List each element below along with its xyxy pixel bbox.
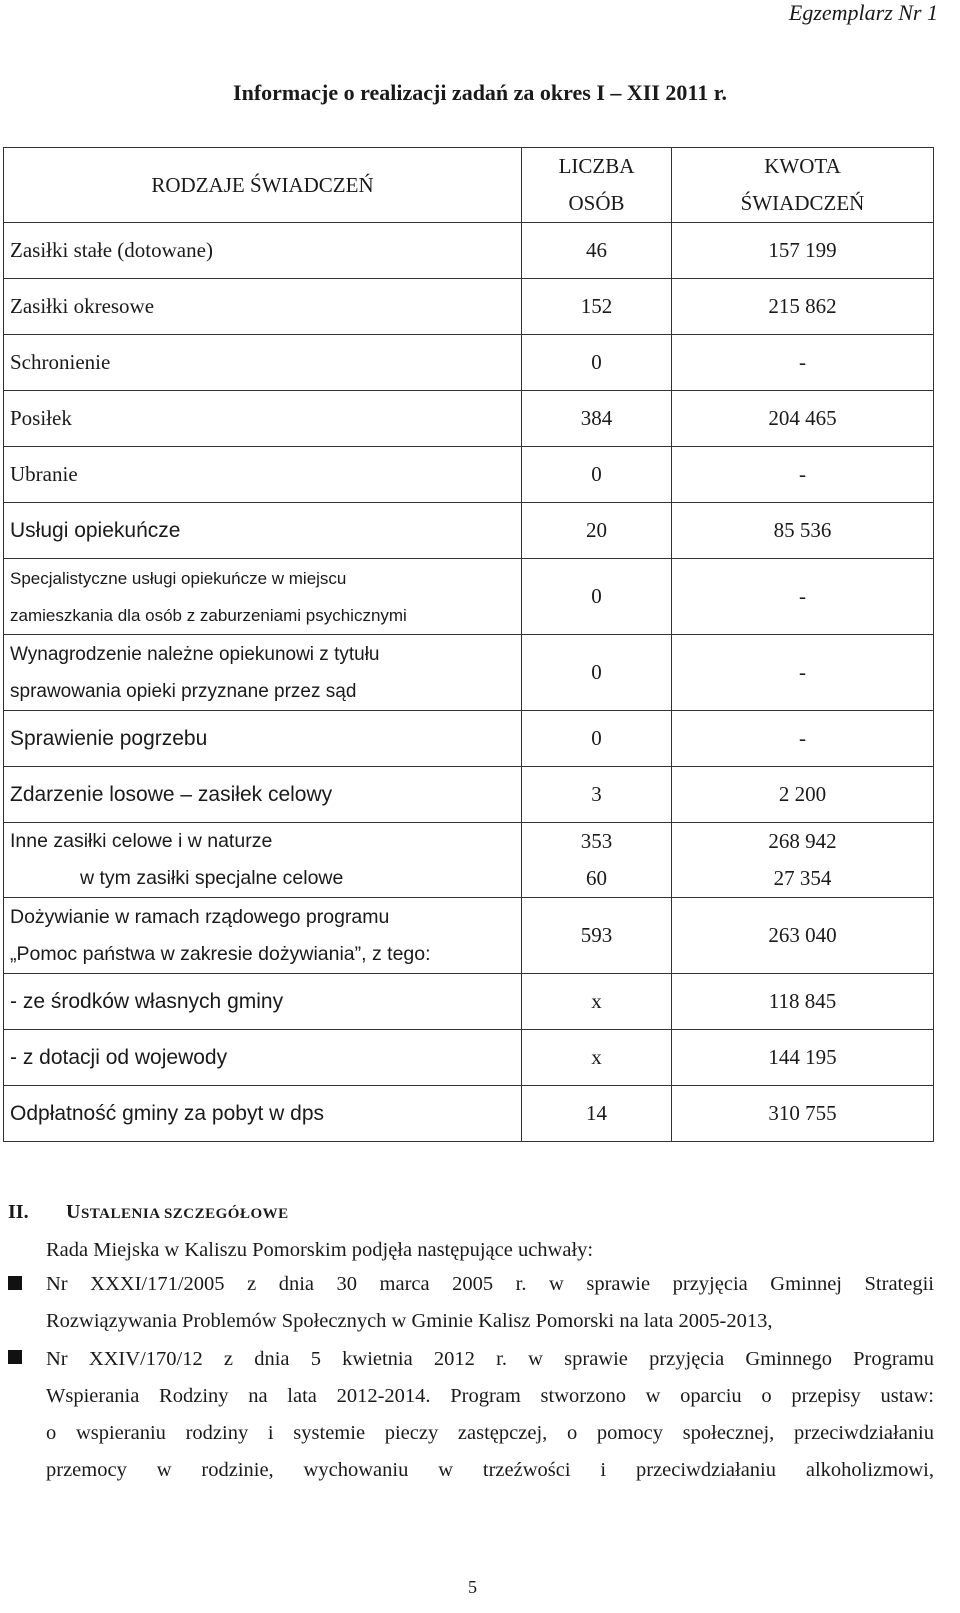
table-row [4, 823, 934, 898]
row-persons: 20 [522, 503, 672, 559]
row-amount: - [672, 559, 934, 635]
resolution-item: Nr XXXI/171/2005 z dnia 30 marca 2005 r. w sprawie przyjęcia Gminnej Strategii Rozwiązywania Problemów Społecznych w Gminie Kalisz Pomorski na lata 2005-2013, [46, 1273, 934, 1332]
row-persons: 0 [522, 559, 672, 635]
row-label: Dożywianie w ramach rządowego programu „Pomoc państwa w zakresie dożywiania”, z tego: [4, 898, 522, 974]
row-label: Usługi opiekuńcze [4, 503, 522, 559]
row-label: Sprawienie pogrzebu [4, 711, 522, 767]
section-intro: Rada Miejska w Kaliszu Pomorskim podjęła następujące uchwały: [46, 1239, 594, 1261]
row-persons: 3 [522, 767, 672, 823]
row-label: - z dotacji od wojewody [4, 1030, 522, 1086]
table-row [4, 559, 934, 635]
row-label: Inne zasiłki celowe i w naturze w tym zasiłki specjalne celowe [4, 823, 522, 898]
table-row [4, 279, 934, 335]
table-row [4, 898, 934, 974]
table-row [4, 335, 934, 391]
table-row [4, 391, 934, 447]
row-persons: 0 [522, 711, 672, 767]
document-title: Informacje o realizacji zadań za okres I – XII 2011 r. [233, 80, 727, 105]
row-label: - ze środków własnych gminy [4, 974, 522, 1030]
section-heading-initial: U [66, 1201, 81, 1223]
row-amount: 263 040 [672, 898, 934, 974]
table-row [4, 1086, 934, 1142]
table-row [4, 711, 934, 767]
row-persons: 0 [522, 635, 672, 711]
row-persons: x [522, 1030, 672, 1086]
row-amount: - [672, 635, 934, 711]
row-label: Zdarzenie losowe – zasiłek celowy [4, 767, 522, 823]
table-row [4, 503, 934, 559]
row-amount: 2 200 [672, 767, 934, 823]
row-amount: 85 536 [672, 503, 934, 559]
row-persons: 0 [522, 335, 672, 391]
table-row [4, 635, 934, 711]
table-row [4, 767, 934, 823]
row-amount: - [672, 447, 934, 503]
row-label: Odpłatność gminy za pobyt w dps [4, 1086, 522, 1142]
table-row [4, 974, 934, 1030]
table-row [4, 223, 934, 279]
table-row [4, 1030, 934, 1086]
row-label: Posiłek [4, 391, 522, 447]
row-persons: 46 [522, 223, 672, 279]
row-amount: - [672, 711, 934, 767]
row-persons: 14 [522, 1086, 672, 1142]
row-amount: 310 755 [672, 1086, 934, 1142]
row-label: Ubranie [4, 447, 522, 503]
row-persons: 593 [522, 898, 672, 974]
row-label: Zasiłki okresowe [4, 279, 522, 335]
row-label: Schronienie [4, 335, 522, 391]
row-persons: 152 [522, 279, 672, 335]
section-heading-text: STALENIA SZCZEGÓŁOWE [80, 1206, 289, 1222]
row-persons: 0 [522, 447, 672, 503]
benefits-table [3, 147, 934, 1142]
section-heading [8, 1201, 289, 1224]
table-header-row [4, 148, 934, 223]
resolution-item: Nr XXIV/170/12 z dnia 5 kwietnia 2012 r. w sprawie przyjęcia Gminnego Programu Wspierania Rodziny na lata 2012-2014. Program stworzono w oparciu o przepisy ustaw: o wspieraniu rodziny i systemie pieczy zastępczej, o pomocy społecznej, przeciwdziałaniu przemocy w rodzinie, wychowaniu w trzeźwości i przeciwdziałaniu alkoholizmowi, [46, 1348, 934, 1481]
row-amount: 204 465 [672, 391, 934, 447]
row-persons: 384 [522, 391, 672, 447]
section-number: II. [8, 1201, 29, 1223]
column-header-type: RODZAJE ŚWIADCZEŃ [4, 148, 522, 223]
row-amount: - [672, 335, 934, 391]
column-header-amount: KWOTA ŚWIADCZEŃ [672, 148, 934, 223]
column-header-persons: LICZBA OSÓB [522, 148, 672, 223]
table-row [4, 447, 934, 503]
row-amount: 157 199 [672, 223, 934, 279]
row-label: Specjalistyczne usługi opiekuńcze w miejscu zamieszkania dla osób z zaburzeniami psychicznymi [4, 559, 522, 635]
page-number: 5 [468, 1577, 477, 1597]
row-persons: x [522, 974, 672, 1030]
square-bullet-icon [8, 1350, 22, 1364]
row-persons: 353 60 [522, 823, 672, 898]
row-amount: 268 942 27 354 [672, 823, 934, 898]
square-bullet-icon [8, 1276, 22, 1290]
copy-label: Egzemplarz Nr 1 [788, 0, 938, 25]
row-amount: 215 862 [672, 279, 934, 335]
row-amount: 118 845 [672, 974, 934, 1030]
row-label: Wynagrodzenie należne opiekunowi z tytułu sprawowania opieki przyznane przez sąd [4, 635, 522, 711]
row-label: Zasiłki stałe (dotowane) [4, 223, 522, 279]
row-amount: 144 195 [672, 1030, 934, 1086]
